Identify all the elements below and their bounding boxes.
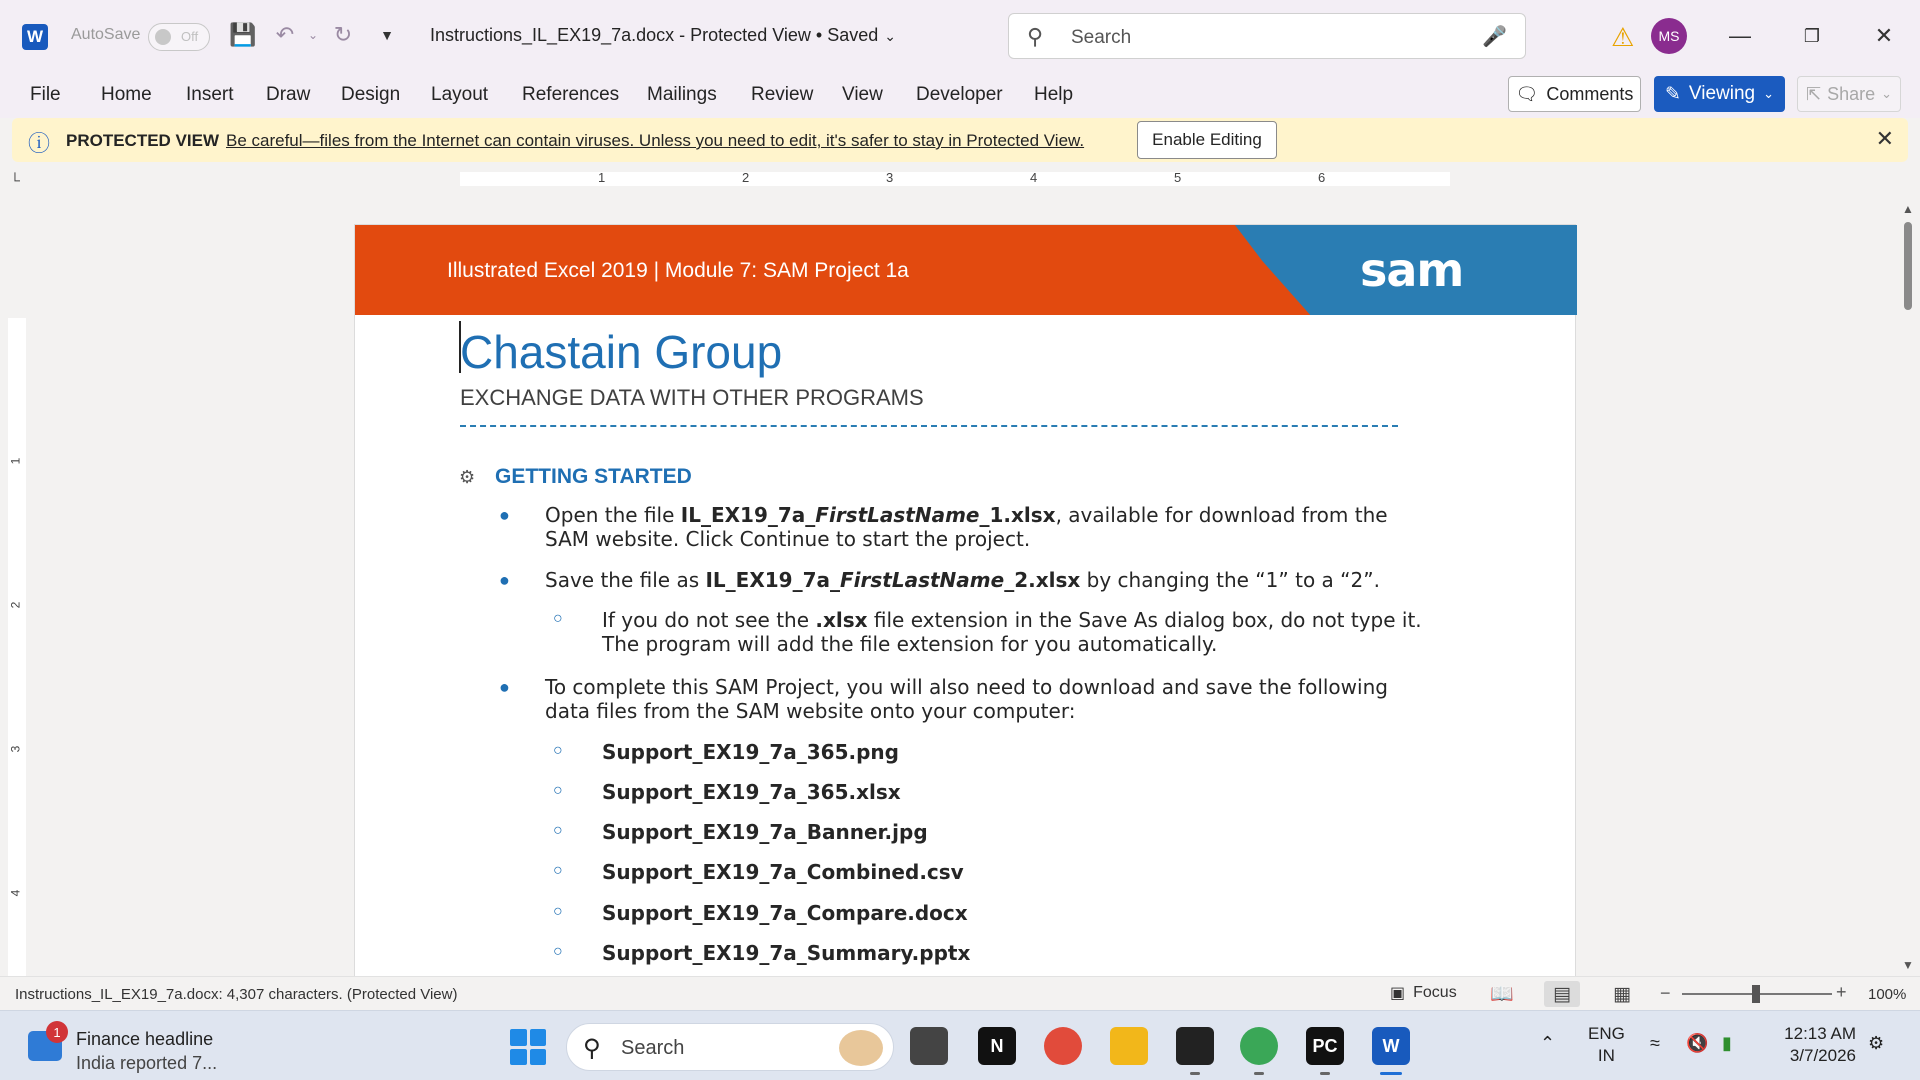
circle-bullet-icon: ○: [553, 943, 563, 960]
zoom-out-icon[interactable]: −: [1660, 983, 1671, 1003]
bullet-icon: ●: [499, 505, 510, 525]
notion-icon[interactable]: N: [978, 1027, 1016, 1065]
time: 12:13 AM: [1784, 1024, 1856, 1043]
circle-bullet-icon: ○: [553, 742, 563, 759]
pycharm-icon[interactable]: PC: [1306, 1027, 1344, 1065]
viewing-mode-button[interactable]: [1654, 76, 1785, 112]
tab-mailings[interactable]: Mailings: [647, 84, 717, 105]
windows-logo-part: [510, 1049, 527, 1066]
undo-icon[interactable]: ↶: [275, 22, 295, 47]
file-list-item[interactable]: Support_EX19_7a_365.png: [602, 740, 899, 764]
restore-icon[interactable]: ❐: [1803, 25, 1821, 46]
document-stats[interactable]: Instructions_IL_EX19_7a.docx: 4,307 characters. (Protected View): [15, 986, 458, 1003]
scroll-up-icon[interactable]: ▲: [1902, 202, 1914, 216]
paragraph-line[interactable]: If you do not see the .xlsx file extension in the Save As dialog box, do not type it.: [602, 608, 1422, 632]
ruler-number: 4: [1030, 170, 1038, 185]
ruler-number: 2: [8, 601, 23, 609]
taskbar: [0, 1010, 1920, 1080]
word-taskbar-icon[interactable]: W: [1372, 1027, 1410, 1065]
ruler-number: 3: [886, 170, 894, 185]
focus-button[interactable]: [1390, 983, 1457, 1003]
document-canvas[interactable]: [30, 196, 1900, 976]
tab-insert[interactable]: Insert: [186, 84, 234, 105]
file-explorer-icon[interactable]: [1110, 1027, 1148, 1065]
share-button[interactable]: [1797, 76, 1901, 112]
circle-bullet-icon: ○: [553, 782, 563, 799]
start-button[interactable]: [510, 1029, 546, 1065]
tab-draw[interactable]: Draw: [266, 84, 311, 105]
document-title[interactable]: Instructions_IL_EX19_7a.docx - Protected View • Saved ⌄: [430, 25, 896, 45]
comment-icon: 🗨: [1515, 83, 1539, 104]
paragraph-line[interactable]: The program will add the file extension for you automatically.: [602, 632, 1218, 656]
document-page[interactable]: [354, 224, 1576, 976]
tab-references[interactable]: References: [522, 84, 620, 105]
paragraph-line[interactable]: data files from the SAM website onto your computer:: [545, 699, 1076, 723]
ruler-number: 4: [8, 889, 23, 897]
search-icon: ⚲: [583, 1035, 601, 1062]
sticky-notes-icon[interactable]: [1176, 1027, 1214, 1065]
scroll-thumb[interactable]: [1904, 222, 1912, 310]
dashed-divider: [460, 425, 1398, 427]
sam-logo: sam: [1360, 243, 1464, 297]
sam-banner: [355, 225, 1577, 315]
file-list-item[interactable]: Support_EX19_7a_365.xlsx: [602, 780, 901, 804]
banner-title: Illustrated Excel 2019 | Module 7: SAM Project 1a: [447, 259, 909, 282]
news-subtitle: India reported 7...: [76, 1053, 218, 1073]
chrome-icon[interactable]: [1044, 1027, 1082, 1065]
ruler-number: 5: [1174, 170, 1182, 185]
close-bar-icon[interactable]: ✕: [1875, 126, 1894, 151]
paragraph-line[interactable]: To complete this SAM Project, you will also need to download and save the following: [545, 675, 1388, 699]
undo-dropdown-icon[interactable]: ⌄: [307, 28, 319, 42]
file-list-item[interactable]: Support_EX19_7a_Combined.csv: [602, 860, 964, 884]
comments-label: Comments: [1546, 83, 1634, 104]
paragraph-line[interactable]: SAM website. Click Continue to start the project.: [545, 527, 1031, 551]
save-icon[interactable]: 💾: [229, 22, 257, 47]
region-code: IN: [1597, 1046, 1615, 1065]
tab-file[interactable]: File: [30, 84, 61, 105]
document-subtitle[interactable]: EXCHANGE DATA WITH OTHER PROGRAMS: [460, 385, 924, 410]
ruler-active-area: [460, 172, 1450, 186]
tab-selector-icon[interactable]: └: [10, 172, 20, 188]
circle-bullet-icon: ○: [553, 862, 563, 879]
web-layout-icon[interactable]: ▦: [1613, 983, 1631, 1005]
zoom-in-icon[interactable]: +: [1836, 982, 1847, 1002]
tab-developer[interactable]: Developer: [916, 84, 1003, 105]
autosave-toggle[interactable]: [148, 23, 210, 51]
document-heading[interactable]: Chastain Group: [460, 326, 783, 378]
gears-icon: ⚙: [459, 467, 476, 487]
language-indicator[interactable]: [1588, 1023, 1625, 1067]
ruler-number: 3: [8, 745, 23, 753]
read-mode-icon[interactable]: 📖: [1490, 984, 1514, 1005]
windows-logo-part: [530, 1049, 547, 1066]
warning-icon[interactable]: ⚠: [1611, 22, 1635, 52]
tab-review[interactable]: Review: [751, 84, 814, 105]
chevron-up-icon[interactable]: ⌃: [1540, 1033, 1556, 1053]
enable-editing-button[interactable]: Enable Editing: [1137, 121, 1277, 159]
autosave-label: AutoSave: [71, 26, 141, 43]
protected-view-bar: [12, 118, 1908, 162]
chevron-down-icon: ⌄: [1881, 86, 1893, 101]
horizontal-ruler[interactable]: [340, 168, 1570, 190]
windows-logo-part: [530, 1029, 547, 1046]
language-code: ENG: [1588, 1024, 1625, 1043]
redo-icon[interactable]: ↻: [333, 22, 353, 47]
file-list-item[interactable]: Support_EX19_7a_Banner.jpg: [602, 820, 928, 844]
battery-icon[interactable]: ▮: [1722, 1033, 1732, 1053]
customize-toolbar-icon[interactable]: ▼: [380, 27, 394, 43]
focus-label: Focus: [1413, 984, 1457, 1001]
notification-badge: 1: [46, 1021, 68, 1043]
ruler-number: 6: [1318, 170, 1326, 185]
paragraph-line[interactable]: Save the file as IL_EX19_7a_FirstLastName_2.xlsx by changing the “1” to a “2”.: [545, 568, 1380, 592]
microphone-icon[interactable]: 🎤: [1482, 26, 1507, 48]
search-box[interactable]: [1008, 13, 1526, 59]
minimize-icon[interactable]: —: [1729, 23, 1751, 48]
tab-home[interactable]: Home: [101, 84, 152, 105]
comments-button[interactable]: [1508, 76, 1641, 112]
close-icon[interactable]: ✕: [1874, 23, 1894, 48]
notifications-icon[interactable]: ⚙: [1868, 1033, 1885, 1053]
autosave-state: Off: [181, 29, 199, 44]
circle-bullet-icon: ○: [553, 903, 563, 920]
news-widget[interactable]: [28, 1025, 248, 1071]
viewing-label: Viewing: [1688, 83, 1756, 104]
zoom-level[interactable]: 100%: [1868, 986, 1907, 1003]
share-icon: ⇱: [1805, 83, 1822, 104]
vertical-scrollbar[interactable]: [1898, 200, 1918, 972]
toggle-knob: [155, 29, 171, 45]
tab-design[interactable]: Design: [341, 84, 401, 105]
task-view-icon[interactable]: [910, 1027, 948, 1065]
protected-view-link[interactable]: Be careful—files from the Internet can contain viruses. Unless you need to edit, it's safer to stay in Protected View.: [226, 131, 1085, 150]
taskbar-search[interactable]: [566, 1023, 894, 1071]
print-layout-icon[interactable]: ▤: [1544, 981, 1580, 1007]
bullet-icon: ●: [499, 677, 510, 697]
title-bar: [0, 0, 1920, 72]
ruler-number: 1: [8, 457, 23, 465]
tab-view[interactable]: View: [842, 84, 883, 105]
status-bar: [0, 976, 1920, 1010]
file-list-item[interactable]: Support_EX19_7a_Compare.docx: [602, 901, 968, 925]
focus-icon: ▣: [1390, 985, 1406, 1002]
circle-bullet-icon: ○: [553, 822, 563, 839]
vertical-ruler[interactable]: [8, 318, 26, 978]
circle-bullet-icon: ○: [553, 610, 563, 627]
zoom-slider-thumb[interactable]: [1752, 985, 1760, 1003]
section-heading[interactable]: GETTING STARTED: [495, 465, 692, 488]
wifi-icon[interactable]: ≈: [1650, 1033, 1660, 1053]
taskbar-search-placeholder: Search: [621, 1037, 685, 1059]
chevron-down-icon: ⌄: [884, 28, 896, 44]
date: 3/7/2026: [1789, 1046, 1856, 1065]
tab-layout[interactable]: Layout: [431, 84, 489, 105]
clock[interactable]: [1776, 1023, 1856, 1067]
news-title: Finance headline: [76, 1029, 214, 1049]
chrome-profile-icon[interactable]: [1240, 1027, 1278, 1065]
word-logo-icon: W: [22, 24, 48, 50]
share-label: Share: [1827, 83, 1876, 104]
ruler-number: 2: [742, 170, 750, 185]
volume-muted-icon[interactable]: 🔇: [1686, 1033, 1709, 1053]
protected-view-label: PROTECTED VIEW: [66, 131, 220, 150]
windows-logo-part: [510, 1029, 527, 1046]
tab-help[interactable]: Help: [1034, 84, 1074, 105]
file-list-item[interactable]: Support_EX19_7a_Summary.pptx: [602, 941, 971, 965]
chevron-down-icon: ⌄: [1763, 86, 1775, 101]
search-icon: ⚲: [1027, 24, 1044, 49]
bullet-icon: ●: [499, 570, 510, 590]
ruler-number: 1: [598, 170, 606, 185]
search-placeholder: Search: [1071, 27, 1132, 48]
avatar[interactable]: MS: [1651, 18, 1687, 54]
pen-icon: ✎: [1664, 83, 1681, 105]
scroll-down-icon[interactable]: ▼: [1902, 958, 1914, 972]
shield-icon: ⓘ: [28, 131, 51, 156]
paragraph-line[interactable]: Open the file IL_EX19_7a_FirstLastName_1.xlsx, available for download from the: [545, 503, 1388, 527]
search-highlight-icon: [839, 1030, 883, 1066]
